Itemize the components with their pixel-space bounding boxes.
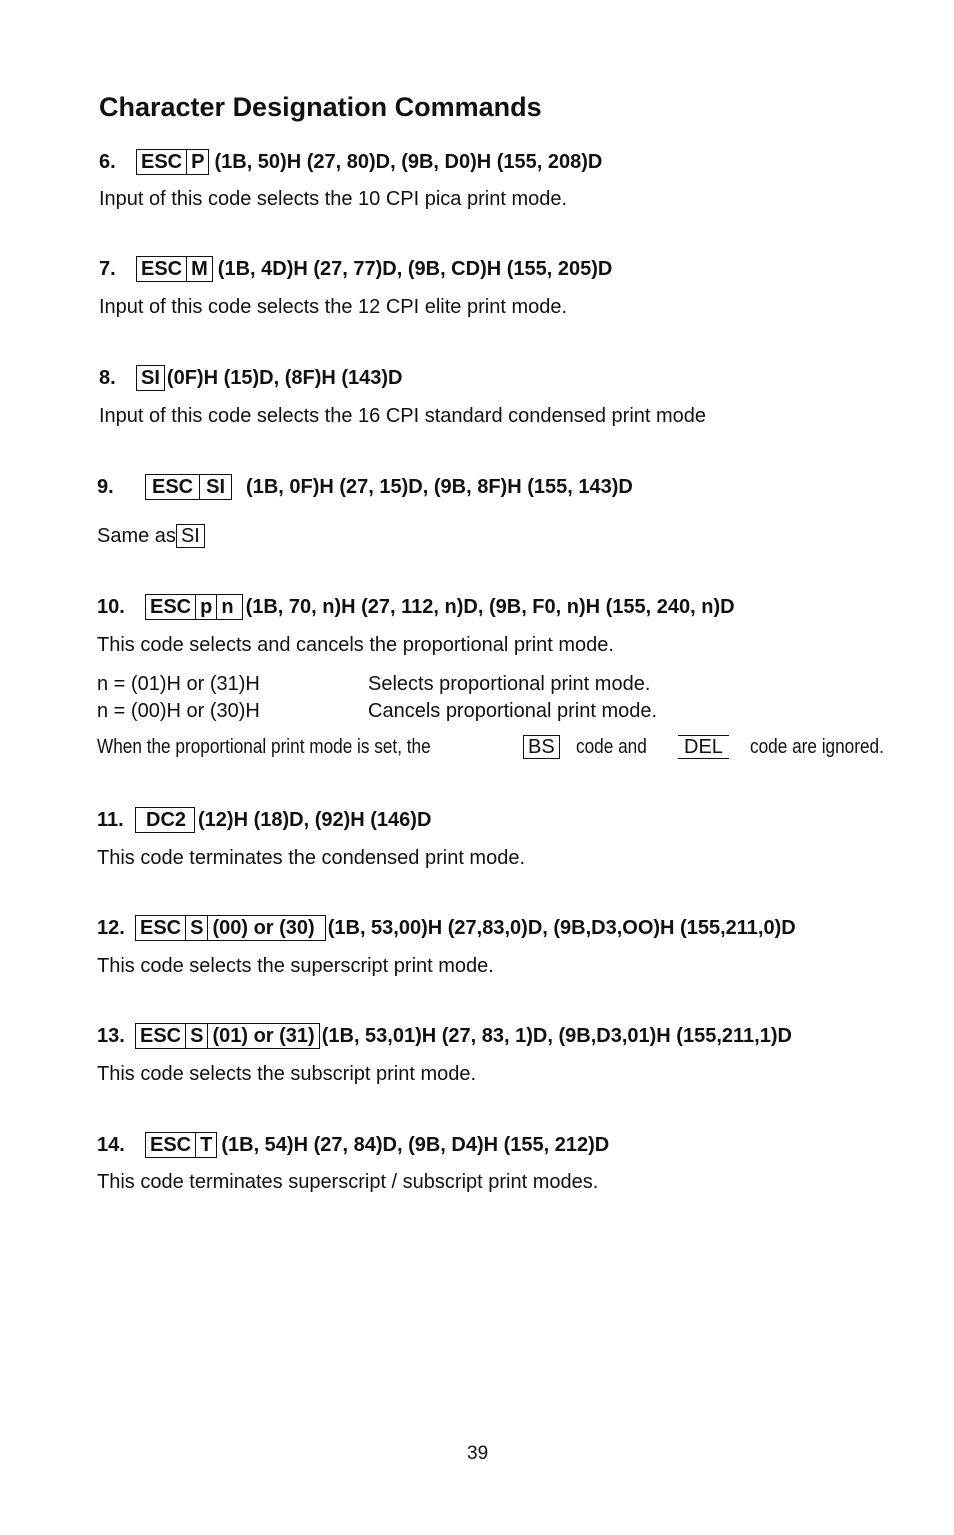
command-description: This code selects the subscript print mode. (97, 1063, 477, 1085)
key (678, 735, 729, 759)
command-description (97, 524, 205, 548)
command-code: (1B, 4D)H (27, 77)D, (9B, CD)H (155, 205)D (217, 257, 613, 280)
del-key: DEL (678, 735, 729, 759)
key-sequence (136, 256, 213, 282)
command-number: 13. (97, 1024, 125, 1047)
command-14-heading (97, 1131, 609, 1159)
same-as-label: Same as (97, 525, 176, 547)
command-number: 11. (97, 808, 124, 831)
page-title: Character Designation Commands (99, 92, 542, 122)
key-sequence (135, 915, 326, 941)
page-number: 39 (467, 1443, 489, 1464)
command-description: Input of this code selects the 16 CPI standard condensed print mode (99, 405, 707, 427)
key: (01) or (31) (207, 1024, 318, 1048)
key: ESC (140, 1025, 182, 1047)
command-code: (1B, 50)H (27, 80)D, (9B, D0)H (155, 208)D (214, 150, 603, 173)
key: ESC (141, 258, 183, 280)
command-description: This code terminates superscript / subscript print modes. (97, 1171, 599, 1193)
key-sequence (136, 149, 209, 175)
command-number: 14. (97, 1133, 125, 1156)
key: (00) or (30) (207, 916, 324, 940)
key: S (185, 1024, 207, 1048)
param-value: n = (00)H or (30)H (97, 700, 260, 722)
command-description: This code selects and cancels the proportional print mode. (97, 634, 614, 656)
key: ESC (150, 596, 192, 618)
command-10-heading (97, 593, 735, 621)
key-sequence (145, 1132, 217, 1158)
command-11-heading (97, 806, 431, 834)
key: n (216, 595, 241, 619)
command-code: (1B, 70, n)H (27, 112, n)D, (9B, F0, n)H (155, 240, n)D (245, 595, 735, 618)
command-number: 6. (99, 150, 116, 173)
command-12-heading (97, 914, 796, 942)
command-description: This code selects the superscript print mode. (97, 955, 494, 977)
note-text: code are ignored. (750, 736, 884, 758)
key: SI (199, 475, 231, 499)
key (523, 735, 560, 759)
command-code: (1B, 53,00)H (27,83,0)D, (9B,D3,OO)H (155,211,0)D (327, 916, 796, 939)
key: ESC (141, 151, 183, 173)
key: ESC (140, 917, 182, 939)
command-code: (12)H (18)D, (92)H (146)D (198, 808, 432, 831)
bs-key: BS (523, 735, 560, 759)
key-sequence (145, 594, 243, 620)
command-number: 12. (97, 916, 125, 939)
command-6-heading (99, 148, 602, 176)
command-code: (0F)H (15)D, (8F)H (143)D (166, 366, 403, 389)
note-text: When the proportional print mode is set, the (97, 736, 431, 758)
command-description: This code terminates the condensed print mode. (97, 847, 526, 869)
key: SI (176, 524, 205, 548)
param-meaning: Cancels proportional print mode. (368, 700, 658, 722)
command-number: 7. (99, 257, 116, 280)
key: DC2 (146, 809, 187, 831)
command-13-heading (97, 1022, 792, 1050)
key: P (186, 150, 208, 174)
command-code: (1B, 53,01)H (27, 83, 1)D, (9B,D3,01)H (155,211,1)D (321, 1024, 792, 1047)
command-number: 9. (97, 475, 114, 498)
key: M (186, 257, 212, 281)
key-sequence (135, 807, 195, 833)
command-description: Input of this code selects the 12 CPI elite print mode. (99, 296, 568, 318)
command-description: Input of this code selects the 10 CPI pica print mode. (99, 188, 568, 210)
key-sequence (145, 474, 232, 500)
key-sequence (135, 1023, 320, 1049)
param-meaning: Selects proportional print mode. (368, 673, 651, 695)
command-code: (1B, 0F)H (27, 15)D, (9B, 8F)H (155, 143)D (246, 475, 633, 498)
command-9-heading (97, 473, 633, 501)
command-8-heading (99, 364, 402, 392)
key: p (195, 595, 216, 619)
key: ESC (152, 476, 194, 498)
key: SI (141, 367, 160, 389)
command-number: 8. (99, 366, 116, 389)
command-code: (1B, 54)H (27, 84)D, (9B, D4)H (155, 212)D (221, 1133, 610, 1156)
key: ESC (150, 1134, 192, 1156)
key: T (195, 1133, 216, 1157)
command-number: 10. (97, 595, 125, 618)
key: S (185, 916, 207, 940)
note-text: code and (576, 736, 647, 758)
command-7-heading (99, 255, 612, 283)
key-sequence (136, 365, 165, 391)
param-value: n = (01)H or (31)H (97, 673, 260, 695)
